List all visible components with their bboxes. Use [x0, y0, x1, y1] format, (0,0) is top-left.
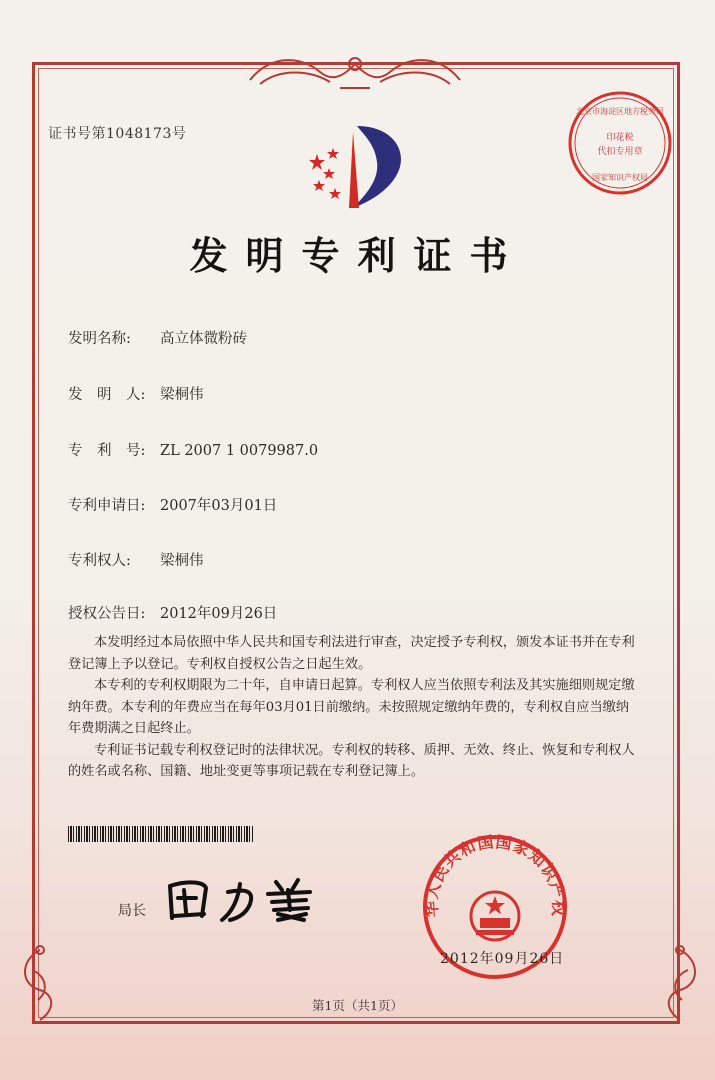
field-label: 发 明 人:: [68, 387, 146, 403]
director-label: 局长: [118, 903, 146, 919]
tax-stamp-inner-2: 代扣专用章: [597, 147, 643, 157]
field-patent-number: [68, 439, 318, 460]
field-value: 高立体微粉砖: [160, 331, 247, 347]
patent-office-logo: [295, 118, 415, 217]
tax-stamp-bottom-text: 国家知识产权局: [592, 173, 648, 182]
certificate-number: 证书号第1048173号: [48, 126, 187, 142]
field-value: 2007年03月01日: [160, 498, 278, 514]
director-signature: [158, 868, 338, 932]
corner-ornament-left: [10, 940, 70, 1030]
barcode: [68, 826, 254, 842]
field-value: 梁桐伟: [160, 387, 204, 403]
field-label: 授权公告日:: [68, 606, 146, 622]
field-value: 梁桐伟: [160, 553, 204, 569]
field-value: 2012年09月26日: [160, 606, 278, 622]
field-application-date: [68, 494, 277, 515]
field-label: 发明名称:: [68, 331, 131, 347]
field-value: ZL 2007 1 0079987.0: [160, 443, 319, 459]
top-ornament: [240, 50, 470, 94]
field-label: 专利申请日:: [68, 498, 146, 514]
corner-ornament-right: [650, 940, 710, 1030]
tax-stamp-inner-1: 印花税: [606, 133, 634, 143]
field-invention-name: [68, 327, 247, 348]
seal-text: 华人民共和国国家知识产权: [421, 832, 569, 918]
paragraph-grant: 本发明经过本局依照中华人民共和国专利法进行审查，决定授予专利权，颁发本证书并在专利登记簿上予以登记。专利权自授权公告之日起生效。: [68, 635, 635, 672]
issue-date: 2012年09月26日: [440, 951, 565, 967]
paragraph-legal-status: 专利证书记载专利权登记时的法律状况。专利权的转移、质押、无效、终止、恢复和专利权人的姓名或名称、国籍、地址变更等事项记载在专利登记簿上。: [68, 742, 635, 779]
field-label: 专利权人:: [68, 553, 131, 569]
paragraph-term: 本专利的专利权期限为二十年，自申请日起算。专利权人应当依照专利法及其实施细则规定缴纳年费。本专利的年费应当在每年03月01日前缴纳。未按照规定缴纳年费的，专利权自应当缴纳年费期满之日起终止。: [68, 678, 635, 736]
field-label: 专 利 号:: [68, 443, 146, 459]
field-grant-date: [68, 602, 277, 623]
certificate-body: [68, 632, 642, 783]
tax-stamp-top-text: 北京市海淀区地方税务局: [576, 107, 664, 116]
field-inventor: [68, 383, 204, 404]
certificate-title: 发明专利证书: [189, 234, 526, 278]
page-number: 第1页（共1页）: [312, 998, 403, 1013]
field-patentee: [68, 549, 204, 570]
tax-stamp: [565, 88, 675, 202]
